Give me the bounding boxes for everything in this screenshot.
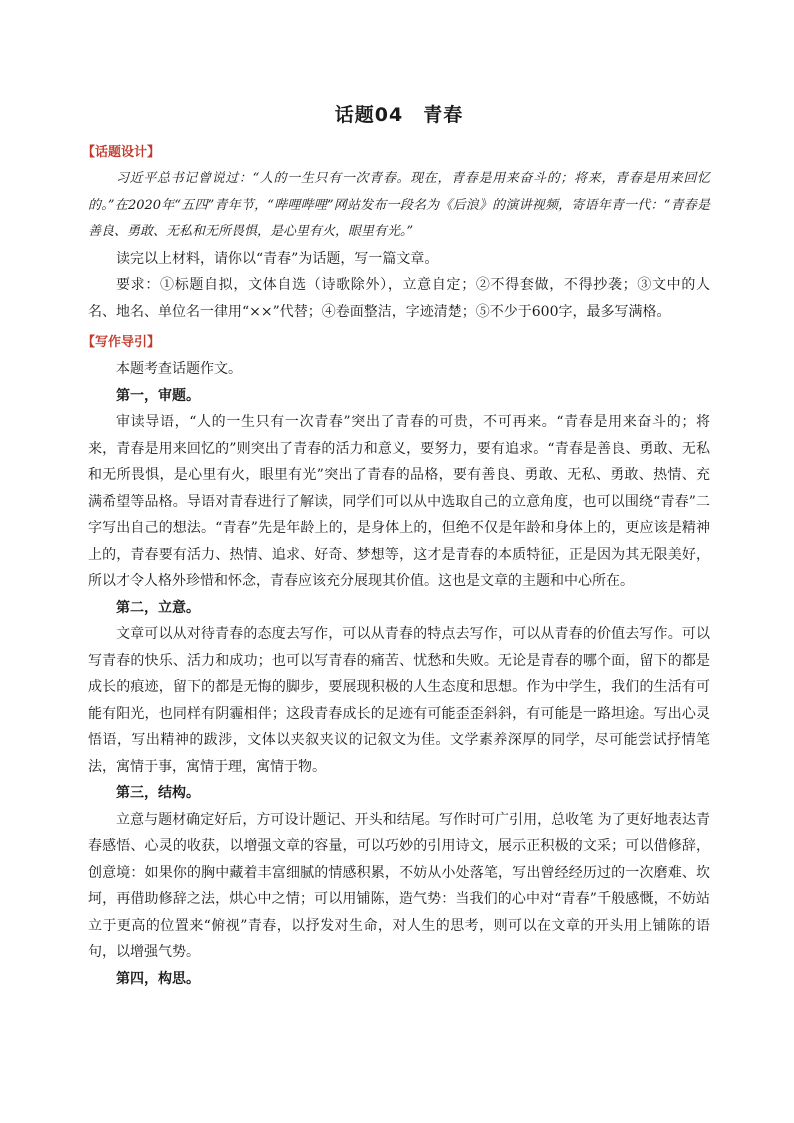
- subheading-structure: 第三，结构。: [116, 785, 200, 801]
- paragraph-theme: 文章可以从对待青春的态度去写作，可以从青春的特点去写作，可以从青春的价值去写作。可以写青春的快乐、活力和成功；也可以写青春的痛苦、忧愁和失败。无论是青春的哪个面，留下的都是成长的痕迹，留下的都是无悔的脚步，要展现积极的人生态度和思想。作为中学生，我们的生活有可能有阳光，也同样有阴霾相伴；这段青春成长的足迹有可能歪歪斜斜，有可能是一路坦途。写出心灵悟语，写出精神的跋涉，文体以夹叙夹议的记叙文为佳。文学素养深厚的同学，尽可能尝试抒情笔法，寓情于事，寓情于理，寓情于物。: [88, 626, 710, 775]
- document-title: 话题04 青春: [334, 104, 464, 126]
- subheading-review: 第一，审题。: [116, 387, 200, 404]
- section-writing-guide: [82, 331, 710, 992]
- paragraph-review: 审读导语，“人的一生只有一次青春”突出了青春的可贵，不可再来。“青春是用来奋斗的；将来，青春是用来回忆的”则突出了青春的活力和意义，要努力，要有追求。“青春是善良、勇敢、无私和无所畏惧，是心里有火，眼里有光”突出了青春的品格，要有善良、勇敢、无私、勇敢、热情、充满希望等品格。导语对青春进行了解读，同学们可以从中选取自己的立意角度，也可以围绕“青春”二字写出自己的想法。“青春”先是年龄上的，是身体上的，但绝不仅是年龄和身体上的，更应该是精神上的，青春要有活力、热情、追求、好奇、梦想等，这才是青春的本质特征，正是因为其无限美好，所以才令人格外珍惜和怀念，青春应该充分展现其价值。这也是文章的主题和中心所在。: [88, 414, 710, 589]
- section-heading: 【写作导引】: [82, 335, 161, 350]
- task-paragraph: 读完以上材料，请你以“青春”为话题，写一篇文章。: [116, 250, 439, 267]
- guide-intro: 本题考查话题作文。: [116, 361, 242, 377]
- subheading-theme: 第二，立意。: [116, 599, 200, 616]
- subheading-conception: 第四，构思。: [116, 970, 200, 987]
- section-heading: 【话题设计】: [82, 145, 161, 160]
- section-topic-design: [82, 141, 710, 325]
- material-paragraph: 习近平总书记曾说过：“人的一生只有一次青春。现在，青春是用来奋斗的；将来，青春是用来回忆的。”在2020年“五四”青年节，“哔哩哔哩”网站发布一段名为《后浪》的演讲视频，寄语年青一代：“青春是善良、勇敢、无私和无所畏惧，是心里有火，眼里有光。”: [88, 171, 710, 239]
- requirements-paragraph: 要求：①标题自拟，文体自选（诗歌除外），立意自定；②不得套做，不得抄袭；③文中的人名、地名、单位名一律用“××”代替；④卷面整洁，字迹清楚；⑤不少于600字，最多写满格。: [88, 277, 710, 320]
- paragraph-structure: 立意与题材确定好后，方可设计题记、开头和结尾。写作时可广引用，总收笔 为了更好地表达青春感悟、心灵的收获，以增强文章的容量，可以巧妙的引用诗文，展示正积极的文采；可以借修辞，创意境：如果你的胸中藏着丰富细腻的情感积累，不妨从小处落笔，写出曾经经历过的一次磨难、坎坷，再借助修辞之法，烘心中之情；可以用铺陈，造气势：当我们的心中对“青春”千般感慨，不妨站立于更高的位置来“俯视”青春，以抒发对生命，对人生的思考，则可以在文章的开头用上铺陈的语句，以增强气势。: [88, 811, 710, 960]
- document-page: [82, 100, 710, 992]
